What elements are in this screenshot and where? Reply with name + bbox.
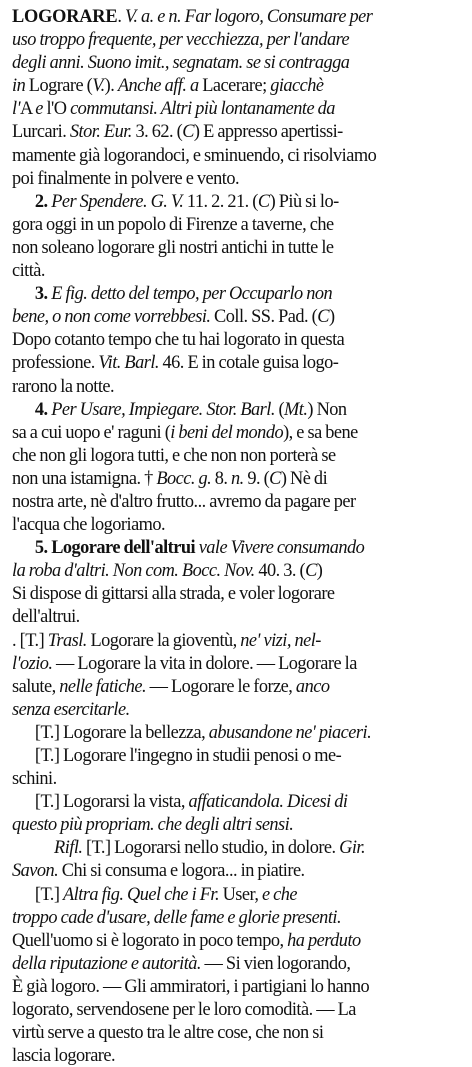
entry-text-segment: V. a. e n. Far logoro, Consumare per bbox=[125, 6, 373, 27]
entry-line bbox=[12, 698, 442, 721]
entry-text-segment: Trasl. bbox=[47, 629, 91, 651]
entry-line bbox=[12, 536, 442, 559]
entry-text-segment: Lacerare; bbox=[202, 75, 271, 97]
entry-text-segment: l'ozio. bbox=[12, 652, 57, 674]
entry-text-segment: città. bbox=[12, 260, 45, 282]
entry-line bbox=[12, 605, 442, 628]
entry-text-segment: ), e sa bene bbox=[283, 421, 358, 443]
entry-line bbox=[12, 144, 442, 167]
entry-text-segment: mamente già logorandoci, e sminuendo, ci risolviamo bbox=[12, 144, 377, 166]
entry-line bbox=[12, 236, 442, 259]
entry-text-segment: [T.] Logorarsi nello studio, in dolore. bbox=[86, 837, 340, 859]
entry-line bbox=[12, 790, 442, 813]
entry-text-segment: vale Vivere consumando bbox=[198, 537, 365, 559]
entry-text-segment: ) Più si lo- bbox=[269, 190, 339, 212]
entry-text-segment: [T.] bbox=[34, 883, 64, 905]
entry-text-segment: C bbox=[257, 190, 270, 212]
entry-line bbox=[12, 1044, 442, 1067]
entry-line bbox=[12, 1021, 442, 1044]
entry-text-segment: lascia logorare. bbox=[12, 1045, 116, 1067]
entry-text-segment: Altra fig. Quel che i Fr. bbox=[63, 883, 223, 905]
entry-text-segment: degli anni. Suono imit., segnatam. se si contragga bbox=[12, 52, 350, 74]
entry-text-segment: professione. bbox=[12, 352, 99, 374]
entry-line bbox=[12, 282, 442, 305]
entry-text-segment: ) E appresso apertissi- bbox=[193, 121, 343, 143]
entry-text-segment: 3. bbox=[34, 283, 52, 305]
entry-text-segment: 40. 3. ( bbox=[258, 560, 306, 582]
entry-text-segment: giacchè bbox=[270, 75, 324, 97]
entry-text-segment: Savon. bbox=[12, 860, 62, 882]
entry-text-segment: i beni del mondo bbox=[170, 421, 284, 443]
entry-text-segment: virtù serve a questo tra le altre cose, che non si bbox=[12, 1022, 324, 1044]
entry-text-segment: 4. bbox=[34, 398, 52, 420]
entry-line bbox=[12, 513, 442, 536]
entry-text-segment: anco bbox=[295, 675, 330, 697]
entry-line bbox=[12, 167, 442, 190]
entry-text-segment: bene, o non come vorrebbesi. bbox=[12, 306, 215, 328]
entry-text-segment: l'acqua che logoriamo. bbox=[12, 514, 166, 536]
entry-text-segment: 8. bbox=[214, 467, 232, 489]
entry-line bbox=[12, 629, 442, 652]
entry-text-segment: e che bbox=[262, 883, 298, 905]
entry-line bbox=[12, 721, 442, 744]
entry-text-segment: troppo cade d'usare, delle fame e glorie presenti. bbox=[12, 906, 342, 928]
entry-text-segment: Mt. bbox=[284, 398, 308, 420]
entry-line bbox=[12, 883, 442, 906]
entry-text-segment: [T.] Logorare la bellezza, bbox=[34, 721, 209, 743]
entry-text-segment: ) Nè di bbox=[280, 467, 328, 489]
entry-text-segment: ( bbox=[278, 398, 285, 420]
entry-text-segment: C bbox=[305, 560, 317, 582]
entry-text-segment: — Si vien logorando, bbox=[204, 952, 351, 974]
entry-line bbox=[12, 28, 442, 51]
entry-line bbox=[12, 305, 442, 328]
entry-text-segment: ha perduto bbox=[287, 929, 361, 951]
entry-text-segment: Lograre ( bbox=[28, 75, 93, 97]
entry-text-segment: Logorare la gioventù, bbox=[90, 629, 241, 651]
entry-text-segment: uso troppo frequente, per vecchiezza, per l'andare bbox=[12, 29, 350, 51]
entry-text-segment: schini. bbox=[12, 768, 57, 790]
entry-line bbox=[12, 906, 442, 929]
entry-text-segment: Rifl. bbox=[54, 837, 87, 859]
entry-text-segment: commutansi. Altri più lontanamente da bbox=[70, 98, 335, 120]
entry-line bbox=[12, 213, 442, 236]
entry-text-segment: [T.] Logorarsi la vista, bbox=[34, 791, 189, 813]
entry-text-segment: — Logorare le forze, bbox=[149, 675, 296, 697]
dictionary-entry-logorare bbox=[12, 5, 462, 1067]
entry-line bbox=[12, 444, 442, 467]
entry-text-segment: che non gli logora tutti, e che non non porterà se bbox=[12, 444, 336, 466]
entry-text-segment: . [T.] bbox=[12, 629, 48, 651]
entry-text-segment: Vit. Barl. bbox=[98, 352, 163, 374]
entry-text-segment: ) bbox=[316, 560, 323, 582]
entry-text-segment: . bbox=[117, 6, 126, 27]
entry-line bbox=[12, 998, 442, 1021]
entry-line bbox=[12, 675, 442, 698]
entry-text-segment: 3. 62. ( bbox=[135, 121, 183, 143]
entry-text-segment: Si dispose di gittarsi alla strada, e voler logorare bbox=[12, 583, 335, 605]
entry-line bbox=[12, 421, 442, 444]
entry-text-segment: non una istamigna. † bbox=[12, 467, 157, 489]
entry-text-segment: nelle fatiche. bbox=[59, 675, 150, 697]
entry-text-segment: È già logoro. — Gli ammiratori, i partigiani lo hanno bbox=[12, 975, 370, 997]
entry-line bbox=[12, 97, 442, 120]
entry-text-segment: l'O bbox=[46, 98, 71, 120]
entry-line bbox=[12, 351, 442, 374]
entry-text-segment: senza esercitarle. bbox=[12, 698, 130, 720]
entry-text-segment: e bbox=[35, 98, 47, 120]
entry-text-segment: questo più propriam. che degli altri sensi. bbox=[12, 814, 294, 836]
entry-text-segment: 2. bbox=[34, 190, 52, 212]
entry-text-segment: Anche aff. a bbox=[117, 75, 203, 97]
entry-text-segment: — Logorare la vita in dolore. — Logorare la bbox=[56, 652, 357, 674]
entry-line bbox=[12, 744, 442, 767]
entry-text-segment: in bbox=[12, 75, 29, 97]
entry-line bbox=[12, 859, 442, 882]
entry-line bbox=[12, 490, 442, 513]
entry-text-segment: 5. Logorare dell'altrui bbox=[34, 537, 199, 559]
entry-line bbox=[12, 975, 442, 998]
entry-text-segment: V. bbox=[92, 75, 105, 97]
entry-line bbox=[12, 375, 442, 398]
entry-text-segment: rarono la notte. bbox=[12, 375, 115, 397]
entry-line bbox=[12, 836, 442, 859]
entry-text-segment: E fig. detto del tempo, per Occuparlo non bbox=[51, 283, 333, 305]
entry-text-segment: dell'altrui. bbox=[12, 606, 80, 628]
entry-text-segment: nostra arte, nè d'altro frutto... avremo da pagare per bbox=[12, 490, 356, 512]
entry-text-segment: abusandone ne' piaceri. bbox=[208, 721, 372, 743]
entry-line bbox=[12, 652, 442, 675]
entry-text-segment: Quell'uomo si è logorato in poco tempo, bbox=[12, 929, 288, 951]
entry-text-segment: salute, bbox=[12, 675, 60, 697]
entry-line bbox=[12, 398, 442, 421]
entry-text-segment: sa a cui uopo e' raguni ( bbox=[12, 421, 171, 443]
entry-line bbox=[12, 929, 442, 952]
entry-text-segment: Gir. bbox=[339, 837, 366, 859]
entry-line bbox=[12, 259, 442, 282]
entry-text-segment: Lurcari. bbox=[12, 121, 70, 143]
entry-line bbox=[12, 467, 442, 490]
entry-line bbox=[12, 582, 442, 605]
entry-line bbox=[12, 51, 442, 74]
entry-text-segment: l' bbox=[12, 98, 20, 120]
entry-text-segment: non soleano logorare gli nostri antichi in tutte le bbox=[12, 236, 334, 258]
entry-text-segment: Coll. SS. Pad. ( bbox=[214, 306, 318, 328]
entry-text-segment: gora oggi in un popolo di Firenze a taverne, che bbox=[12, 213, 334, 235]
entry-text-segment: la roba d'altri. Non com. Bocc. Nov. bbox=[12, 560, 259, 582]
entry-text-segment: Stor. Eur. bbox=[69, 121, 136, 143]
entry-line bbox=[12, 328, 442, 351]
entry-line bbox=[12, 190, 442, 213]
entry-text-segment: 9. ( bbox=[247, 467, 270, 489]
entry-text-segment: A bbox=[19, 98, 36, 120]
entry-text-segment: ). bbox=[104, 75, 118, 97]
entry-text-segment: Bocc. g. bbox=[156, 467, 215, 489]
entry-text-segment: 11. 2. 21. ( bbox=[186, 190, 258, 212]
entry-text-segment: affaticandola. Dicesi di bbox=[188, 791, 348, 813]
entry-text-segment: User, bbox=[222, 883, 263, 905]
entry-text-segment: 46. E in cotale guisa logo- bbox=[162, 352, 339, 374]
headword: LOGORARE bbox=[12, 6, 118, 27]
entry-text-segment: Per Usare, Impiegare. Stor. Barl. bbox=[51, 398, 279, 420]
entry-text-segment: poi finalmente in polvere e vento. bbox=[12, 167, 240, 189]
entry-line bbox=[12, 813, 442, 836]
entry-text-segment: C bbox=[182, 121, 194, 143]
entry-line bbox=[12, 952, 442, 975]
entry-text-segment: Chi si consuma e logora... in piatire. bbox=[61, 860, 305, 882]
entry-text-segment: Per Spendere. G. V. bbox=[51, 190, 187, 212]
entry-text-segment: ) bbox=[328, 306, 335, 328]
entry-text-segment: Dopo cotanto tempo che tu hai logorato in questa bbox=[12, 329, 345, 351]
entry-text-segment: ) Non bbox=[307, 398, 347, 420]
entry-text-segment: C bbox=[269, 467, 281, 489]
entry-line bbox=[12, 559, 442, 582]
entry-text-segment: logorato, servendosene per le loro comodità. — La bbox=[12, 999, 356, 1021]
entry-text-segment: [T.] Logorare l'ingegno in studii penosi o me- bbox=[34, 745, 342, 766]
entry-text-segment: n. bbox=[231, 467, 248, 489]
entry-text-segment: ne' vizi, nel- bbox=[240, 629, 321, 651]
entry-line bbox=[12, 120, 442, 143]
entry-text-segment: della riputazione e autorità. bbox=[12, 952, 205, 974]
entry-line bbox=[12, 767, 442, 790]
entry-line bbox=[12, 74, 442, 97]
entry-line bbox=[12, 5, 442, 28]
entry-text-segment: C bbox=[317, 306, 329, 328]
